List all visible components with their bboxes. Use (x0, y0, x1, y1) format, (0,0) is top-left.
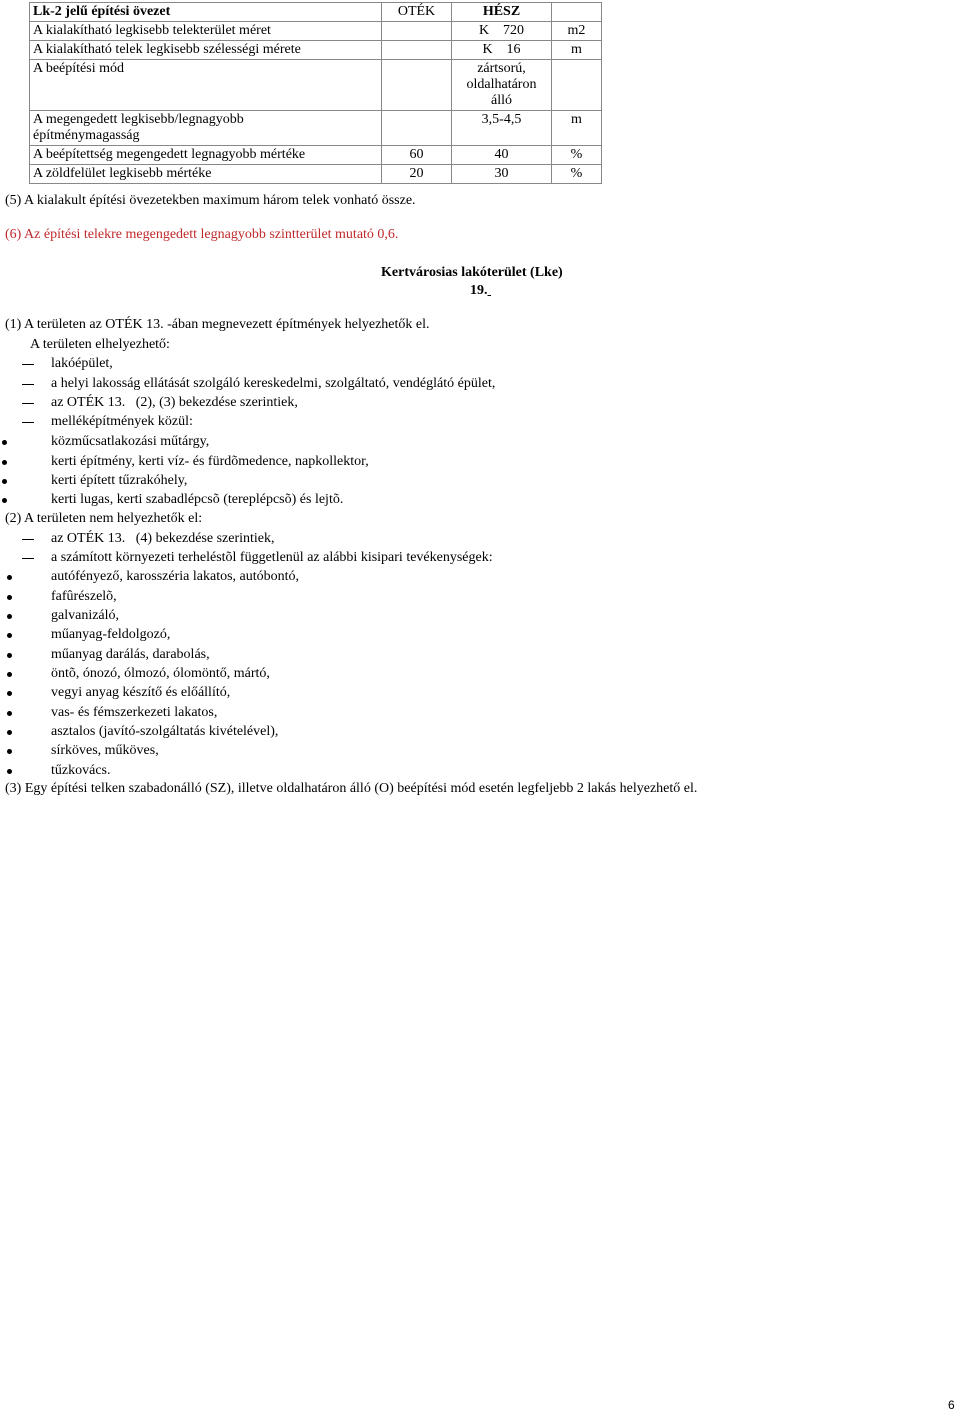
list-item: műanyag-feldolgozó, (51, 627, 171, 642)
section-heading: Kertvárosias lakóterület (Lke) (381, 265, 563, 280)
list-item: galvanizáló, (51, 608, 120, 623)
bullet-icon (7, 575, 12, 580)
unit: % (552, 146, 602, 165)
row-label: A kialakítható telek legkisebb szélességi mérete (30, 41, 382, 60)
hesz-value: 30 (452, 165, 552, 184)
dash-icon (22, 384, 34, 385)
list-item: sírköves, műköves, (51, 743, 159, 758)
table-row (30, 111, 602, 146)
row-label: A megengedett legkisebb/legnagyobb építménymagasság (30, 111, 382, 146)
list-item: a számított környezeti terheléstõl függetlenül az alábbi kisipari tevékenységek: (51, 550, 493, 565)
bullet-icon (7, 653, 12, 658)
bullet-icon (7, 749, 12, 754)
section-3: (3) Egy építési telken szabadonálló (SZ), illetve oldalhatáron álló (O) beépítési mód esetén legfeljebb 2 lakás helyezhető el. (5, 781, 698, 796)
paragraph-6: (6) Az építési telekre megengedett legnagyobb szintterület mutató 0,6. (5, 227, 399, 242)
bullet-icon (2, 498, 7, 503)
hesz-value: 40 (452, 146, 552, 165)
dash-icon (22, 403, 34, 404)
list-item: az OTÉK 13. (4) bekezdése szerintiek, (51, 531, 275, 546)
bullet-icon (2, 460, 7, 465)
row-label: A kialakítható legkisebb telekterület méret (30, 22, 382, 41)
bullet-icon (7, 614, 12, 619)
section-2-intro: (2) A területen nem helyezhetők el: (5, 511, 203, 526)
paragraph-5: (5) A kialakult építési övezetekben maximum három telek vonható össze. (5, 193, 416, 208)
table-header-row (30, 3, 602, 22)
list-item: lakóépület, (51, 356, 113, 371)
hesz-value: zártsorú, oldalhatáron álló (452, 60, 552, 111)
list-item: műanyag darálás, darabolás, (51, 647, 210, 662)
bullet-icon (7, 595, 12, 600)
row-label: A beépítettség megengedett legnagyobb mértéke (30, 146, 382, 165)
unit: m (552, 41, 602, 60)
unit (552, 60, 602, 111)
hesz-value: K 16 (452, 41, 552, 60)
unit: m2 (552, 22, 602, 41)
paragraph-sign-icon (488, 283, 492, 298)
list-item: kerti építmény, kerti víz- és fürdõmedence, napkollektor, (51, 454, 369, 469)
dash-icon (22, 364, 34, 365)
table-row (30, 41, 602, 60)
list-item: tűzkovács. (51, 763, 111, 778)
table-title: Lk-2 jelű építési övezet (30, 3, 382, 22)
bullet-icon (7, 711, 12, 716)
bullet-icon (7, 769, 12, 774)
list-item: asztalos (javító-szolgáltatás kivételével), (51, 724, 279, 739)
otek-header: OTÉK (382, 3, 452, 22)
otek-value: 60 (382, 146, 452, 165)
table-row (30, 146, 602, 165)
unit: m (552, 111, 602, 146)
list-item: fafûrészelõ, (51, 589, 117, 604)
otek-value: 20 (382, 165, 452, 184)
bullet-icon (7, 691, 12, 696)
table-row (30, 22, 602, 41)
unit: % (552, 165, 602, 184)
list-item: öntõ, ónozó, ólmozó, ólomöntő, mártó, (51, 666, 270, 681)
hesz-value: 3,5-4,5 (452, 111, 552, 146)
dash-icon (22, 558, 34, 559)
list-item: az OTÉK 13. (2), (3) bekezdése szerintiek, (51, 395, 298, 410)
list-item: melléképítmények közül: (51, 414, 193, 429)
list-item: közműcsatlakozási műtárgy, (51, 434, 210, 449)
zoning-table (29, 2, 602, 184)
list-item: autófényező, karosszéria lakatos, autóbontó, (51, 569, 300, 584)
section-1-intro: (1) A területen az OTÉK 13. -ában megnevezett építmények helyezhetők el. (5, 317, 430, 332)
hesz-value: K 720 (452, 22, 552, 41)
list-item: kerti lugas, kerti szabadlépcsõ (tereplépcsõ) és lejtõ. (51, 492, 344, 507)
bullet-icon (7, 633, 12, 638)
table-row (30, 60, 602, 111)
dash-icon (22, 539, 34, 540)
section-1-subheading: A területen elhelyezhető: (30, 337, 170, 352)
list-item: a helyi lakosság ellátását szolgáló kereskedelmi, szolgáltató, vendéglátó épület, (51, 376, 496, 391)
dash-icon (22, 422, 34, 423)
bullet-icon (7, 730, 12, 735)
list-item: vegyi anyag készítő és előállító, (51, 685, 231, 700)
row-label: A beépítési mód (30, 60, 382, 111)
table-row (30, 165, 602, 184)
page-number: 6 (948, 1398, 955, 1412)
bullet-icon (2, 479, 7, 484)
list-item: vas- és fémszerkezeti lakatos, (51, 705, 218, 720)
list-item: kerti épített tűzrakóhely, (51, 473, 188, 488)
bullet-icon (2, 440, 7, 445)
section-number: 19. (470, 282, 491, 300)
hesz-header: HÉSZ (452, 3, 552, 22)
bullet-icon (7, 672, 12, 677)
row-label: A zöldfelület legkisebb mértéke (30, 165, 382, 184)
